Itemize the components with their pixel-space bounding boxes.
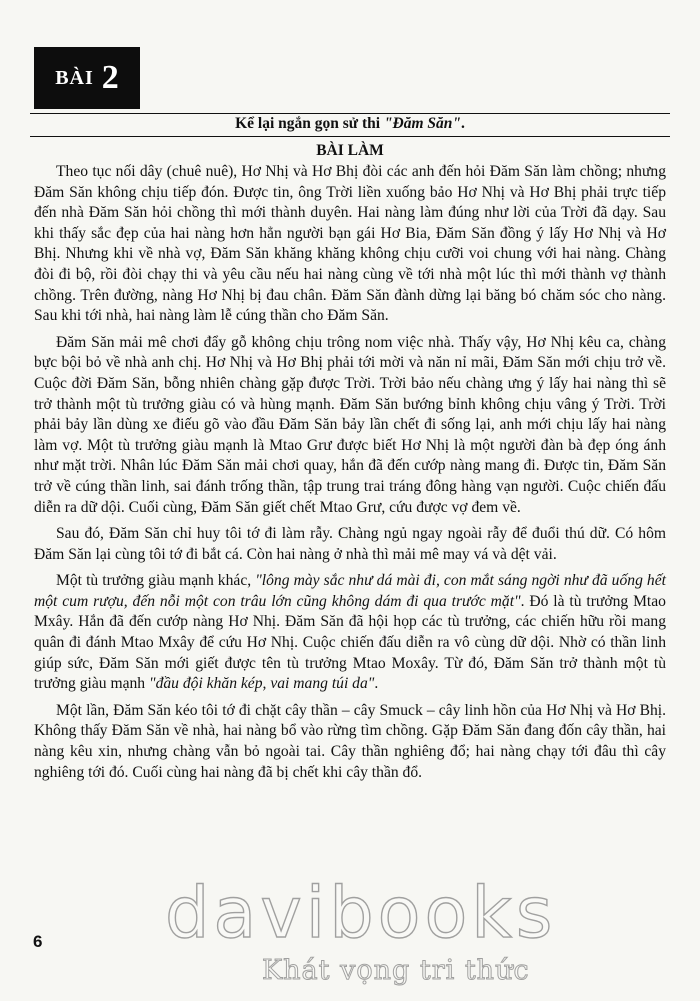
paragraph-1: Theo tục nối dây (chuê nuê), Hơ Nhị và Hơ Bhị đòi các anh đến hỏi Đăm Săn làm chồng; nhưng Đăm Săn không chịu tiếp đón. Được tin, ông Trời liền xuống bảo Hơ Nhị và Hơ Bhị phải trực tiếp đến nhà Đăm Săn hỏi chồng thì mới thành duyên. Hai nàng làm đúng như lời của Trời đã dạy. Sau khi thấy sắc đẹp của hai nàng hơn hẳn người bạn gái Hơ Bia, Đăm Săn đồng ý lấy Hơ Nhị và Hơ Bhị. Nhưng khi về nhà vợ, Đăm Săn khăng khăng không chịu cưỡi voi chung với hai nàng. Chàng đòi đi bộ, rồi đòi chạy thi và yêu cầu nếu hai nàng cùng về tới nhà một lúc thì mới thành vợ thành chồng. Trên đường, nàng Hơ Nhị bị đau chân. Đăm Săn đành dừng lại băng bó chăm sóc cho nàng. Sau khi tới nhà, hai nàng làm lễ cúng thần cho Đăm Săn. (34, 163, 666, 325)
task-prefix: Kể lại ngắn gọn sử thi (235, 115, 384, 132)
paragraph-5: Một lần, Đăm Săn kéo tôi tớ đi chặt cây thần – cây Smuck – cây linh hồn của Hơ Nhị và Hơ Bhị. Không thấy Đăm Săn về nhà, hai nàng bổ vào rừng tìm chồng. Gặp Đăm Săn đang đốn cây thần, hai nàng kêu xin, nhưng chàng vẫn bỏ ngoài tai. Cây thần nghiêng đổ; hai nàng chạy tới đâu thì cây nghiêng tới đó. Cuối cùng hai nàng đã bị chết khi cây thần đổ. (34, 701, 666, 781)
watermark-logo: davibooks (165, 872, 557, 954)
task-title: "Đăm Săn" (383, 115, 462, 132)
paragraph-4-text-1: Một tù trưởng giàu mạnh khác, (56, 572, 256, 590)
paragraph-4-quote-2: "đầu đội khăn kép, vai mang túi da" (149, 675, 375, 693)
paragraph-4-text-2: . Đó là tù trưởng Mtao Mxây. Hắn đã đến cướp nàng Hơ Nhị. Đăm Săn đã hội họp các tù trưởng, các chiến hữu rồi mang quân đi đánh Mtao Mxây để cứu Hơ Nhị. Cuộc chiến đấu diễn ra vô cùng dữ dội. Nhờ có thần linh giúp sức, Đăm Săn mới giết được tên tù trưởng Mtao Moxây. Từ đó, Đăm Săn trở thành một tù trưởng giàu mạnh (34, 592, 666, 693)
top-divider (30, 113, 670, 114)
answer-heading: BÀI LÀM (316, 142, 384, 159)
paragraph-2: Đăm Săn mải mê chơi đẩy gỗ không chịu trông nom việc nhà. Thấy vậy, Hơ Nhị kêu ca, chàng bực bội bỏ về nhà anh chị. Hơ Nhị và Hơ Bhị phải tới mời và năn nỉ mãi, Đăm Săn mới chịu trở về. Cuộc đời Đăm Săn, bỗng nhiên chàng gặp được Trời. Trời bảo nếu chàng ưng ý lấy hai nàng thì sẽ trở thành một tù trưởng giàu có và hùng mạnh. Đăm Săn bướng bỉnh không chịu vâng ý Trời. Trời phải bảy lần dùng xe điếu gõ vào đầu Đăm Săn bảy lần chết đi sống lại, anh mới chịu lấy hai nàng làm vợ. Một tù trưởng giàu mạnh là Mtao Grư được biết Hơ Nhị là một người đàn bà đẹp óng ánh như mặt trời. Nhân lúc Đăm Săn mải chơi quay, hắn đã đến cướp nàng mang đi. Được tin, Đăm Săn trở về cúng thần linh, sai đánh trống thần, tập trung trai tráng đông hàng vạn người. Cuộc chiến đấu diễn ra dữ dội. Cuối cùng, Đăm Săn giết chết Mtao Grư, cứu được vợ đem về. (34, 333, 666, 516)
paragraph-3: Sau đó, Đăm Săn chỉ huy tôi tớ đi làm rẫy. Chàng ngủ ngay ngoài rẫy để đuổi thú dữ. Có hôm Đăm Săn lại cùng tôi tớ đi bắt cá. Còn hai nàng ở nhà thì mải mê may vá và dệt vải. (34, 525, 666, 563)
bottom-divider (30, 136, 670, 137)
task-suffix: . (461, 115, 465, 132)
answer-body (34, 162, 666, 789)
task-prompt (30, 115, 670, 133)
page-number: 6 (33, 932, 43, 951)
paragraph-4 (34, 571, 666, 695)
watermark-tagline: Khát vọng tri thức (262, 955, 530, 986)
paragraph-4-text-3: . (374, 675, 379, 693)
lesson-badge (34, 47, 140, 109)
paragraph-4-quote-1: "lông mày sắc như dá mài đi, con mắt sáng ngời như đã uống hết một cum rượu, đến nỗi một con trâu lớn cũng không dám đi qua trước mặt" (34, 572, 666, 610)
lesson-label: BÀI (55, 66, 94, 89)
lesson-number: 2 (101, 59, 119, 96)
